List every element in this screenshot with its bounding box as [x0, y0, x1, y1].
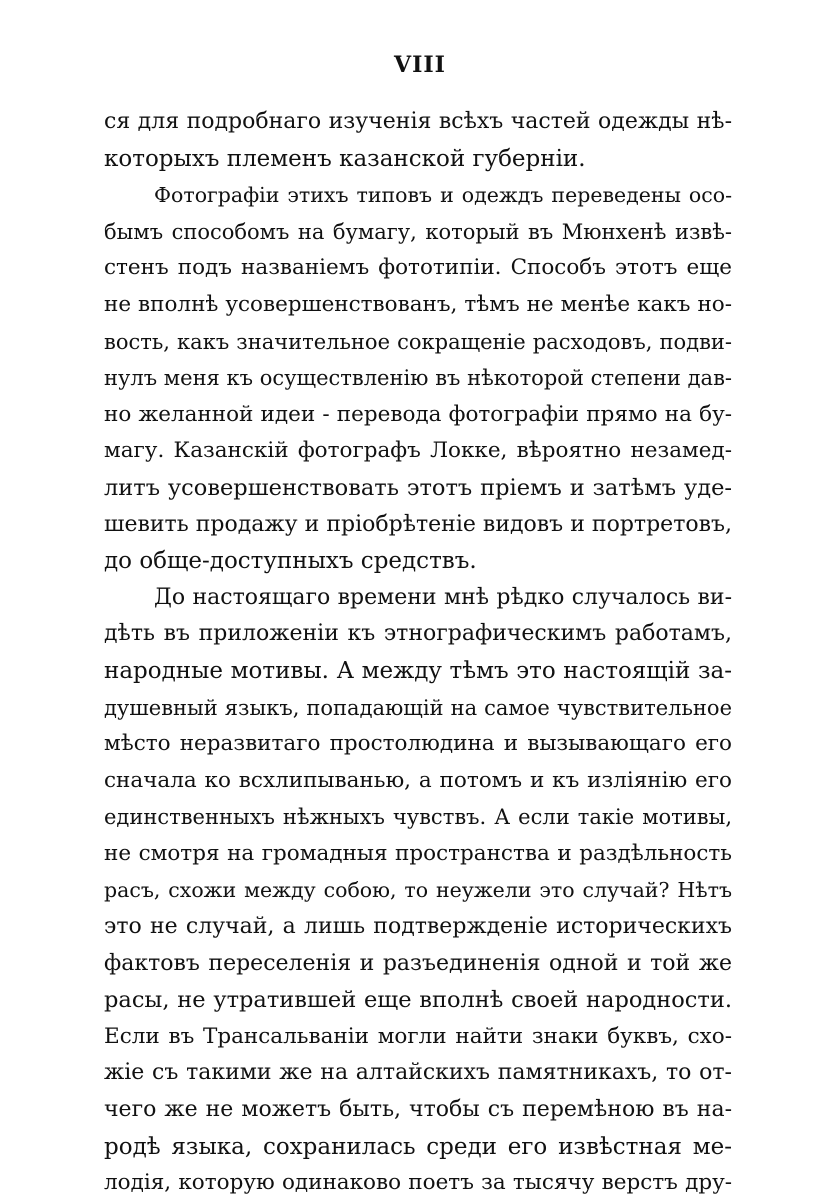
text-line: ся для подробнаго изученія всѣхъ частей одежды нѣ-	[104, 109, 732, 134]
text-line: нулъ меня къ осуществленію въ нѣкоторой степени дав-	[104, 366, 732, 391]
text-line: лодія, которую одинаково поетъ за тысячу верстъ дру-	[104, 1170, 732, 1196]
text-line: стенъ подъ названіемъ фототипіи. Способъ этотъ еще	[104, 255, 732, 281]
text-line: расы, не утратившей еще вполнѣ своей народности.	[104, 987, 732, 1014]
text-line: бымъ способомъ на бумагу, который въ Мюнхенѣ извѣ-	[104, 219, 732, 244]
text-line: До настоящаго времени мнѣ рѣдко случалось ви-	[154, 584, 732, 610]
text-line: литъ усовершенствовать этотъ пріемъ и затѣмъ уде-	[104, 474, 732, 501]
text-line: не смотря на громадныя пространства и раздѣльность	[104, 840, 732, 866]
text-line: это не случай, а лишь подтвержденіе историческихъ	[104, 914, 732, 940]
text-line: магу. Казанскій фотографъ Локке, вѣроятно незамед-	[104, 438, 732, 464]
text-line: шевить продажу и пріобрѣтеніе видовъ и портретовъ,	[104, 511, 732, 537]
text-line: сначала ко всхлипыванью, а потомъ и къ изліянію его	[104, 767, 732, 793]
text-line: вость, какъ значительное сокращеніе расходовъ, подви-	[104, 329, 732, 354]
text-line: до обще-доступныхъ средствъ.	[104, 548, 477, 575]
text-line: фактовъ переселенія и разъединенія одной и той же	[104, 950, 732, 976]
text-line: народные мотивы. А между тѣмъ это настоящій за-	[104, 657, 732, 684]
text-line: душевный языкъ, попадающій на самое чувствительное	[104, 695, 732, 720]
text-line: жіе съ такими же на алтайскихъ памятникахъ, то от-	[104, 1060, 732, 1086]
text-line: дѣть въ приложеніи къ этнографическимъ работамъ,	[104, 621, 732, 647]
text-line: не вполнѣ усовершенствованъ, тѣмъ не менѣе какъ но-	[104, 291, 732, 317]
page-number: VIII	[394, 52, 446, 78]
text-line: которыхъ племенъ казанской губерніи.	[104, 145, 586, 172]
text-line: но желанной идеи - перевода фотографіи прямо на бу-	[104, 401, 732, 427]
text-line: единственныхъ нѣжныхъ чувствъ. А если такіе мотивы,	[104, 805, 732, 830]
text-line: чего же не можетъ быть, чтобы съ перемѣною въ на-	[104, 1097, 732, 1123]
text-line: Если въ Трансальваніи могли найти знаки буквъ, схо-	[104, 1023, 732, 1049]
text-line: расъ, схожи между собою, то неужели это случай? Нѣтъ	[104, 878, 732, 903]
text-block	[104, 104, 732, 1202]
text-line: родѣ языка, сохранилась среди его извѣстная ме-	[104, 1133, 732, 1160]
text-line: мѣсто неразвитаго простолюдина и вызывающаго его	[104, 731, 732, 757]
text-line: Фотографіи этихъ типовъ и одеждъ переведены осо-	[154, 183, 732, 208]
